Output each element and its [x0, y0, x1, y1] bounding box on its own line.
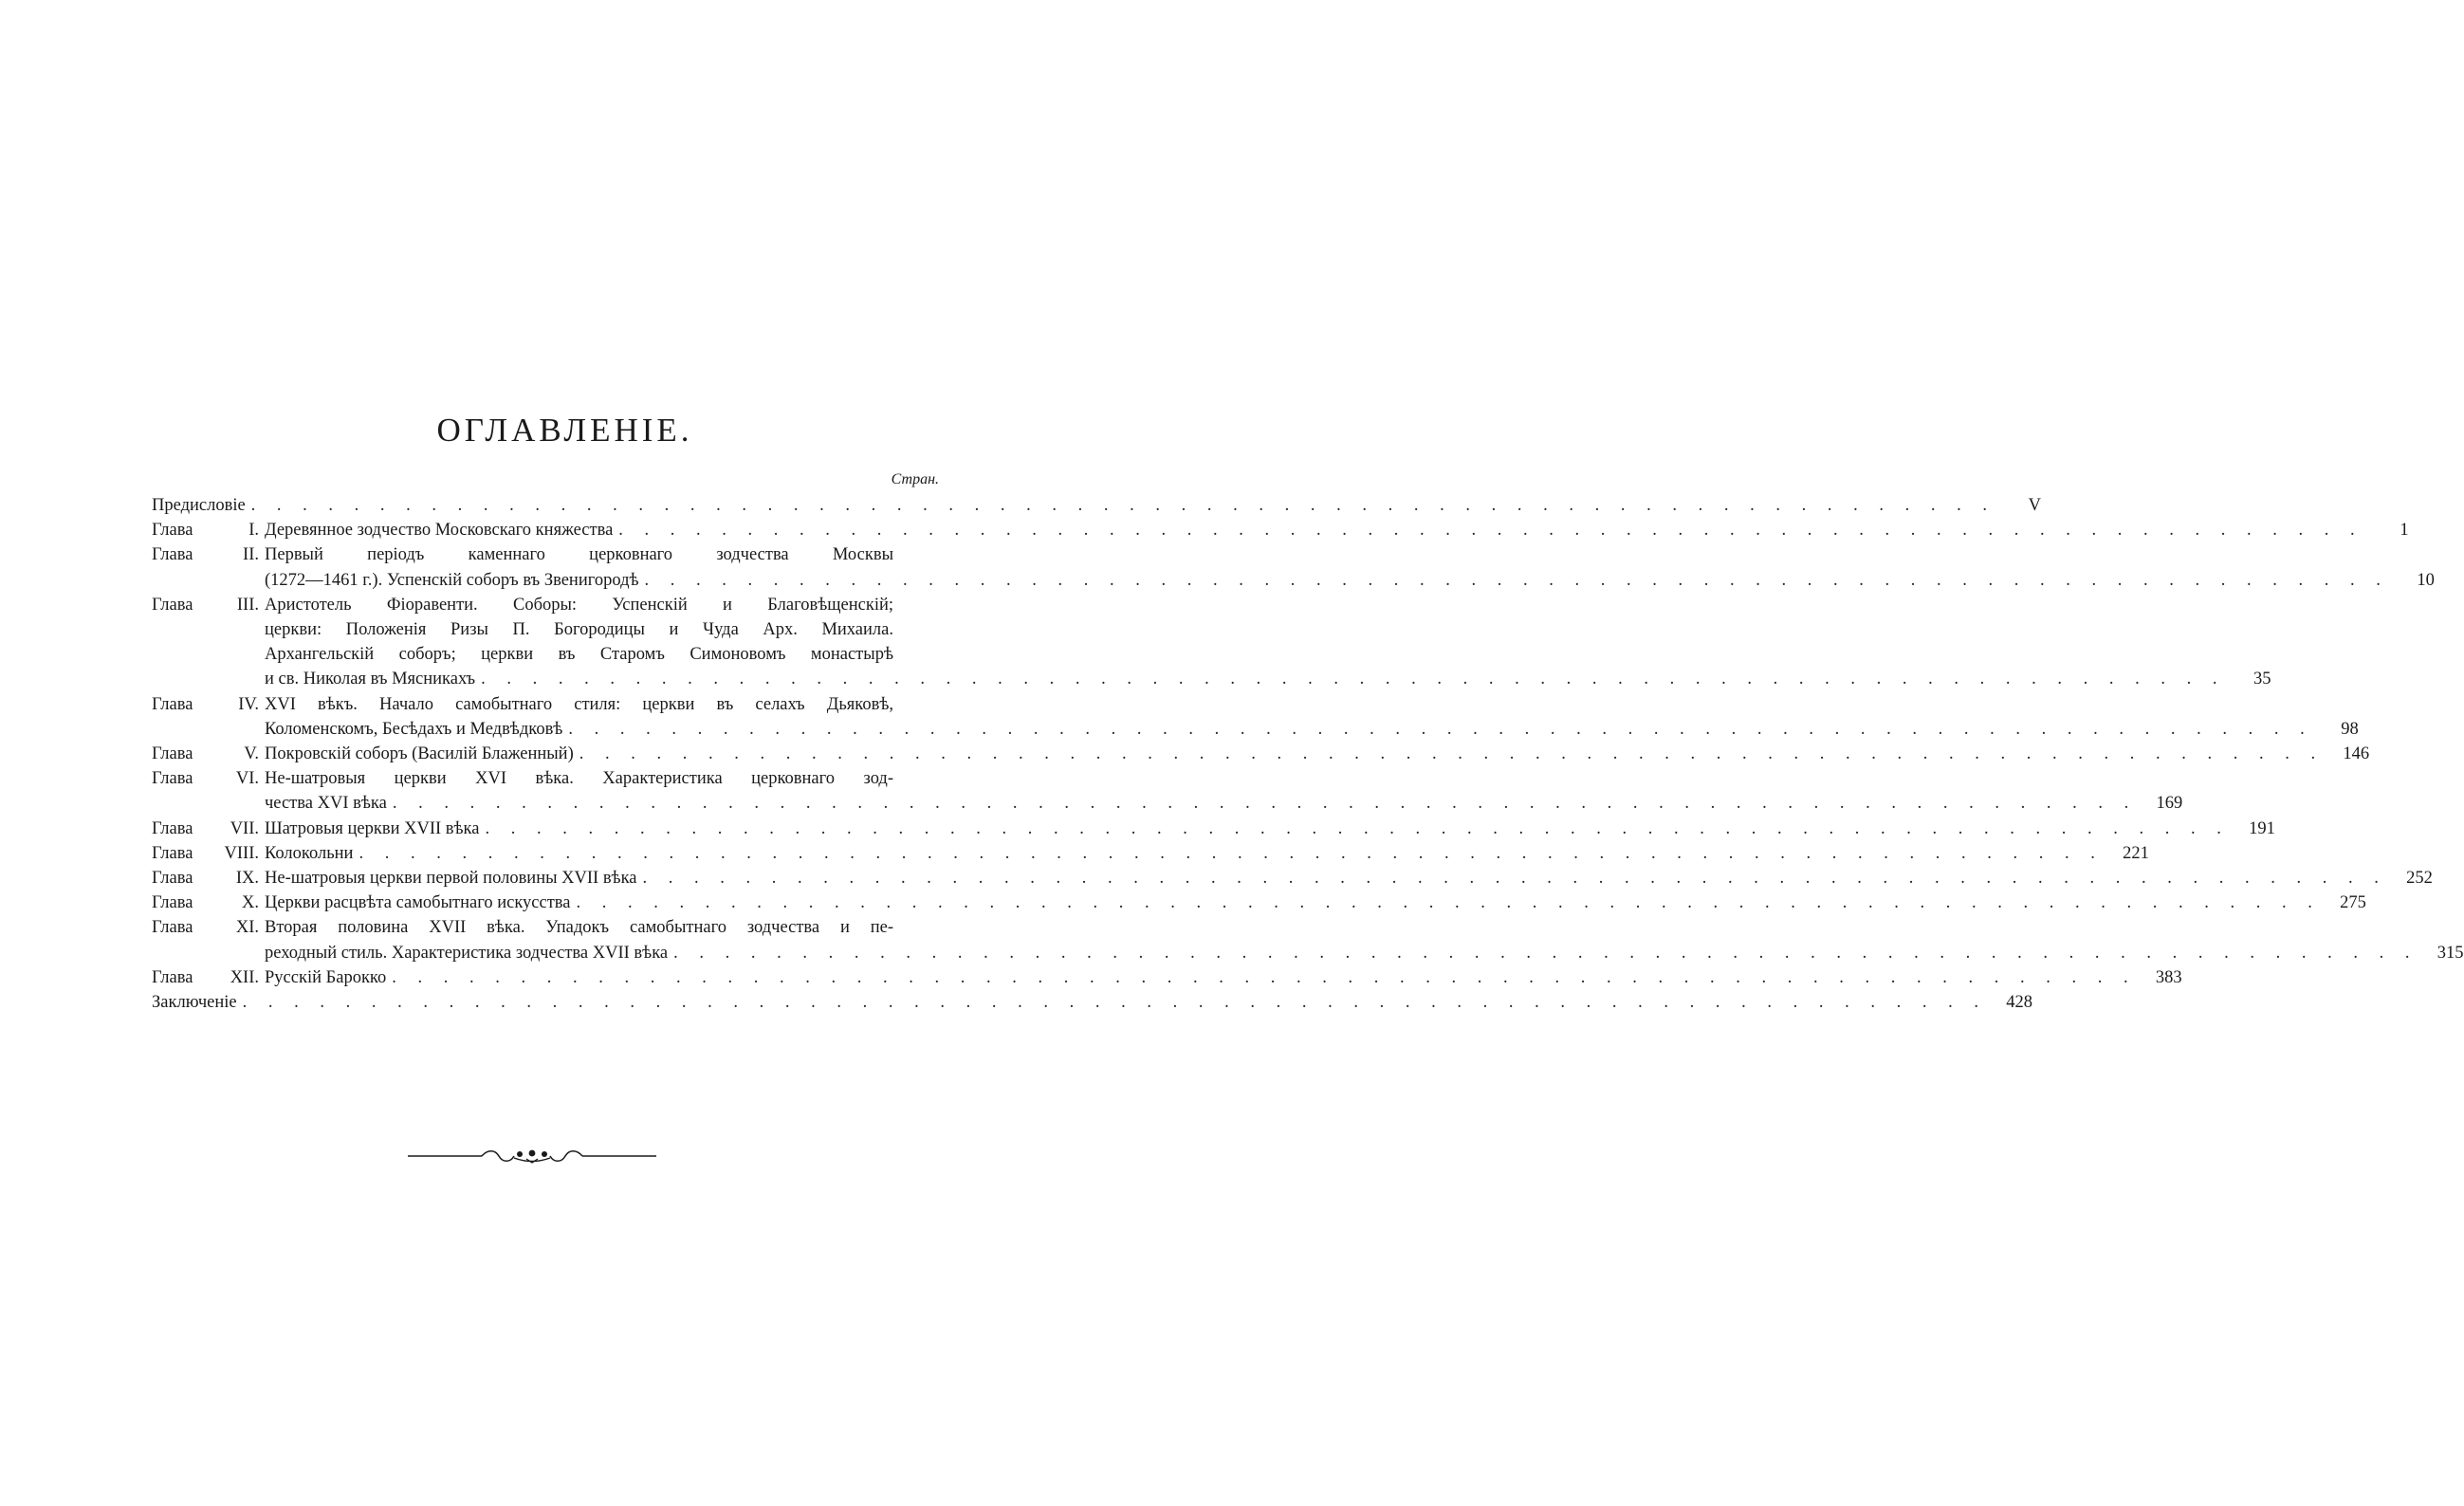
chapter-number: VII. — [230, 818, 259, 838]
entry-line — [265, 766, 939, 791]
entry-title-text: Колокольни — [265, 843, 354, 863]
page-number: 275 — [2340, 893, 2366, 913]
toc-entry — [152, 766, 2183, 816]
dot-leader — [571, 891, 2321, 915]
dot-leader — [668, 941, 2418, 965]
toc-entry — [152, 692, 2359, 742]
page-number: 35 — [2253, 670, 2271, 689]
page-number: 146 — [2343, 744, 2370, 764]
chapter-label: Глава — [152, 545, 193, 565]
entry-title-text: Не-шатровыя церкви первой половины XVII вѣка — [265, 869, 637, 889]
dot-leader — [562, 717, 2312, 742]
entry-title-text: Предисловіе — [152, 496, 246, 515]
entry-body — [152, 493, 2042, 518]
entry-body — [265, 742, 2370, 766]
chapter-number: VI. — [235, 769, 259, 789]
toc-entry — [152, 915, 2464, 964]
page-number: 191 — [2249, 818, 2275, 838]
entry-title-text: Вторая половина XVII вѣка. Упадокъ самобытнаго зодчества и пе- — [265, 918, 893, 938]
entry-line — [265, 791, 2183, 816]
page-title: ОГЛАВЛЕНІЕ. — [436, 412, 693, 449]
entry-line — [265, 617, 939, 642]
chapter-label: Глава — [152, 769, 193, 789]
entry-title-text: Деревянное зодчество Московскаго княжества — [265, 521, 614, 541]
entry-body — [265, 891, 2366, 915]
toc-entry — [152, 990, 2032, 1015]
dot-leader — [637, 866, 2387, 891]
dot-leader — [574, 742, 2324, 766]
page-number: 252 — [2406, 869, 2433, 889]
entry-title-text: церкви: Положенія Ризы П. Богородицы и Чуда Арх. Михаила. — [265, 620, 893, 640]
entry-body — [265, 593, 2271, 692]
page-number: 169 — [2156, 794, 2183, 814]
toc-entry — [152, 518, 2409, 542]
entry-title-text: XVI вѣкъ. Начало самобытнаго стиля: церкви въ селахъ Дьяковѣ, — [265, 694, 893, 714]
entry-body — [152, 990, 2032, 1015]
entry-title-text: Церкви расцвѣта самобытнаго искусства — [265, 893, 571, 913]
entry-line — [152, 493, 2042, 518]
chapter-number: IX. — [235, 869, 259, 889]
entry-title-text: Коломенскомъ, Бесѣдахъ и Медвѣдковѣ — [265, 719, 563, 739]
table-of-contents — [152, 493, 2464, 1015]
tailpiece-ornament-icon — [408, 1146, 656, 1166]
entry-line — [265, 518, 2409, 542]
entry-line — [265, 692, 939, 717]
entry-body — [265, 866, 2433, 891]
entry-title-text: Русскій Барокко — [265, 967, 387, 987]
toc-entry — [152, 542, 2435, 592]
chapter-label: Глава — [152, 694, 193, 714]
entry-title-text: Архангельскій соборъ; церкви въ Старомъ Симоновомъ монастырѣ — [265, 645, 893, 665]
entry-title-text: чества XVI вѣка — [265, 794, 387, 814]
entry-title-text: Не-шатровыя церкви XVI вѣка. Характеристика церковнаго зод- — [265, 769, 893, 789]
toc-entry — [152, 817, 2275, 841]
toc-entry — [152, 593, 2271, 692]
entry-line — [265, 817, 2275, 841]
entry-title-text: и св. Николая въ Мясникахъ — [265, 670, 476, 689]
entry-body — [265, 542, 2435, 592]
entry-body — [265, 915, 2464, 964]
entry-body — [265, 817, 2275, 841]
dot-leader — [386, 965, 2136, 990]
chapter-label: Глава — [152, 843, 193, 863]
entry-body — [265, 841, 2149, 866]
entry-line — [265, 965, 2182, 990]
chapter-label: Глава — [152, 869, 193, 889]
chapter-number: III. — [236, 595, 259, 615]
dot-leader — [353, 841, 2103, 866]
dot-leader — [237, 990, 1987, 1015]
toc-entry — [152, 841, 2149, 866]
chapter-label: Глава — [152, 744, 193, 764]
entry-title-text: Первый періодъ каменнаго церковнаго зодчества Москвы — [265, 545, 893, 565]
toc-entry — [152, 965, 2182, 990]
entry-title-text: Покровскій соборъ (Василій Блаженный) — [265, 744, 574, 764]
entry-body — [265, 965, 2182, 990]
entry-line — [265, 667, 2271, 691]
dot-leader — [246, 493, 1995, 518]
entry-line — [265, 542, 939, 567]
toc-entry — [152, 891, 2366, 915]
entry-line — [265, 568, 2435, 593]
entry-line — [265, 717, 2359, 742]
page-number: 428 — [2006, 993, 2032, 1013]
entry-line — [265, 891, 2366, 915]
chapter-number: X. — [242, 893, 259, 913]
chapter-number: IV. — [238, 694, 259, 714]
chapter-number: XI. — [235, 918, 259, 938]
page-number: 315 — [2436, 943, 2464, 963]
entry-title-text: реходный стиль. Характеристика зодчества XVII вѣка — [265, 943, 669, 963]
page-number: 98 — [2341, 719, 2359, 739]
chapter-number: VIII. — [224, 843, 259, 863]
dot-leader — [475, 667, 2225, 691]
entry-title-text: Заключеніе — [152, 993, 237, 1013]
entry-line — [265, 593, 939, 617]
entry-line — [152, 990, 2032, 1015]
toc-entry — [152, 866, 2433, 891]
entry-line — [265, 841, 2149, 866]
entry-line — [265, 941, 2464, 965]
dot-leader — [639, 568, 2389, 593]
toc-entry — [152, 742, 2370, 766]
page-number: 1 — [2400, 521, 2409, 541]
entry-line — [265, 915, 939, 940]
toc-entry — [152, 493, 2042, 518]
chapter-label: Глава — [152, 918, 193, 938]
chapter-number: II. — [243, 545, 259, 565]
entry-body — [265, 766, 2183, 816]
entry-line — [265, 866, 2433, 891]
entry-line — [265, 742, 2370, 766]
entry-body — [265, 692, 2359, 742]
dot-leader — [613, 518, 2363, 542]
entry-title-text: Аристотель Фіоравенти. Соборы: Успенскій и Благовѣщенскій; — [265, 595, 893, 615]
page-number: 10 — [2417, 570, 2435, 590]
entry-title-text: Шатровыя церкви XVII вѣка — [265, 818, 480, 838]
chapter-label: Глава — [152, 818, 193, 838]
chapter-label: Глава — [152, 893, 193, 913]
entry-title-text: (1272—1461 г.). Успенскій соборъ въ Звенигородѣ — [265, 570, 639, 590]
page-column-header: Стран. — [891, 471, 939, 487]
page-number: V — [2028, 496, 2042, 515]
dot-leader — [479, 817, 2229, 841]
entry-body — [265, 518, 2409, 542]
chapter-label: Глава — [152, 521, 193, 541]
chapter-label: Глава — [152, 967, 193, 987]
entry-line — [265, 642, 939, 667]
chapter-label: Глава — [152, 595, 193, 615]
page-number: 383 — [2155, 967, 2182, 987]
page-number: 221 — [2123, 843, 2149, 863]
chapter-number: V. — [244, 744, 259, 764]
dot-leader — [387, 791, 2137, 816]
chapter-number: XII. — [230, 967, 259, 987]
chapter-number: I. — [248, 521, 259, 541]
